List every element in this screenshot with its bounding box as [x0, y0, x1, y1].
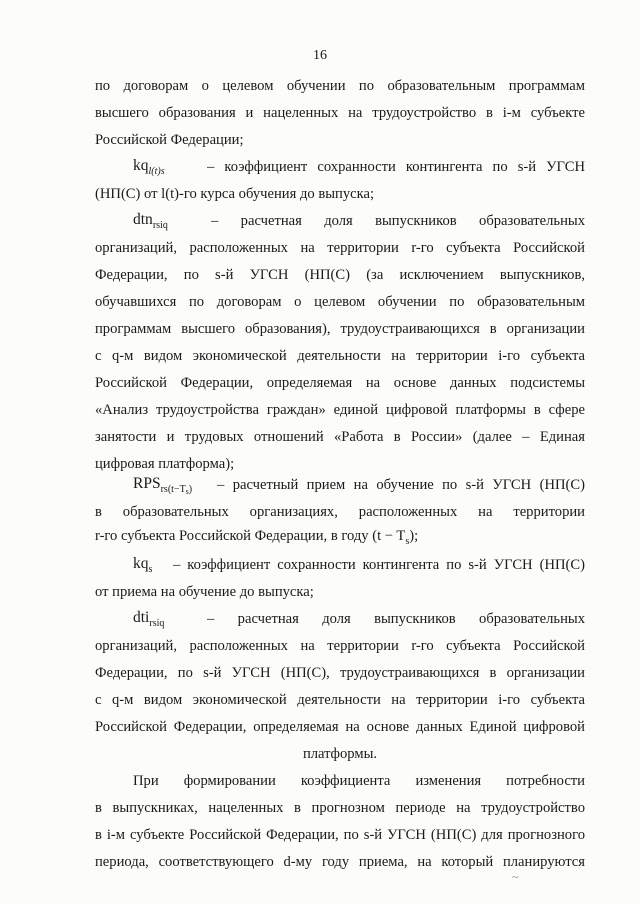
- text-line: высшего образования и нацеленных на трудоустройство в i-м субъекте: [95, 105, 585, 121]
- text-line: – коэффициент сохранности контингента по s-й УГСН (НП(С): [173, 557, 585, 573]
- text-line: При формировании коэффициента изменения потребности: [133, 773, 585, 789]
- text-line: – коэффициент сохранности контингента по s-й УГСН: [207, 159, 585, 175]
- text-line: «Анализ трудоустройства граждан» единой цифровой платформы в сфере: [95, 402, 585, 418]
- text-line: от приема на обучение до выпуска;: [95, 584, 314, 600]
- text-line: – расчетная доля выпускников образовательных: [211, 213, 585, 229]
- text-line: организаций, расположенных на территории r-го субъекта Российской: [95, 240, 585, 256]
- text-line: Российской Федерации, определяемая на основе данных подсистемы: [95, 375, 585, 391]
- variable-rps: $RPS_{rs(t-T_s)}$: [133, 475, 193, 496]
- text-line: в выпускниках, нацеленных в прогнозном периоде на трудоустройство: [95, 800, 585, 816]
- text-line: платформы.: [302, 746, 378, 762]
- text-line: в i-м субъекте Российской Федерации, по s-й УГСН (НП(С) для прогнозного: [95, 827, 585, 843]
- text-line: с q-м видом экономической деятельности на территории i-го субъекта: [95, 348, 585, 364]
- text-line: программам высшего образования), трудоустраивающихся в организации: [95, 321, 585, 337]
- variable-kq-s: $kq_s$: [133, 555, 153, 575]
- text-line: обучавшихся по договорам о целевом обучении по образовательным: [95, 294, 585, 310]
- text-line: Российской Федерации;: [95, 132, 244, 148]
- text-line: занятости и трудовых отношений «Работа в России» (далее – Единая: [95, 429, 585, 445]
- text-line: – расчетная доля выпускников образовательных: [207, 611, 585, 627]
- text-line: с q-м видом экономической деятельности на территории i-го субъекта: [95, 692, 585, 708]
- text-line: периода, соответствующего d-му году приема, на который планируются: [95, 854, 585, 870]
- text-line: по договорам о целевом обучении по образовательным программам: [95, 78, 585, 94]
- variable-dti-rsiq: dti$_{rsiq}$: [133, 609, 165, 629]
- text-line: в образовательных организациях, расположенных на территории: [95, 504, 585, 520]
- variable-kq-lts: $kq_{l(t)s}$: [133, 157, 165, 177]
- text-line: Российской Федерации, определяемая на основе данных Единой цифровой: [95, 719, 585, 735]
- text-line: Федерации, по s-й УГСН (НП(С) (за исключением выпускников,: [95, 267, 585, 283]
- text-line-with-formula: r-го субъекта Российской Федерации, в году $(t - T_s)$;: [95, 528, 419, 547]
- text-line: – расчетный прием на обучение по s-й УГСН (НП(С): [217, 477, 585, 493]
- text-line: Федерации, по s-й УГСН (НП(С), трудоустраивающихся в организации: [95, 665, 585, 681]
- text-line: (НП(С) от l(t)-го курса обучения до выпуска;: [95, 186, 374, 202]
- variable-dtn-rsiq: dtn$_{rsiq}$: [133, 211, 168, 231]
- scan-mark: ~: [512, 870, 519, 884]
- text-line: цифровая платформа);: [95, 456, 235, 472]
- text-line: организаций, расположенных на территории r-го субъекта Российской: [95, 638, 585, 654]
- page-number: 16: [313, 48, 327, 63]
